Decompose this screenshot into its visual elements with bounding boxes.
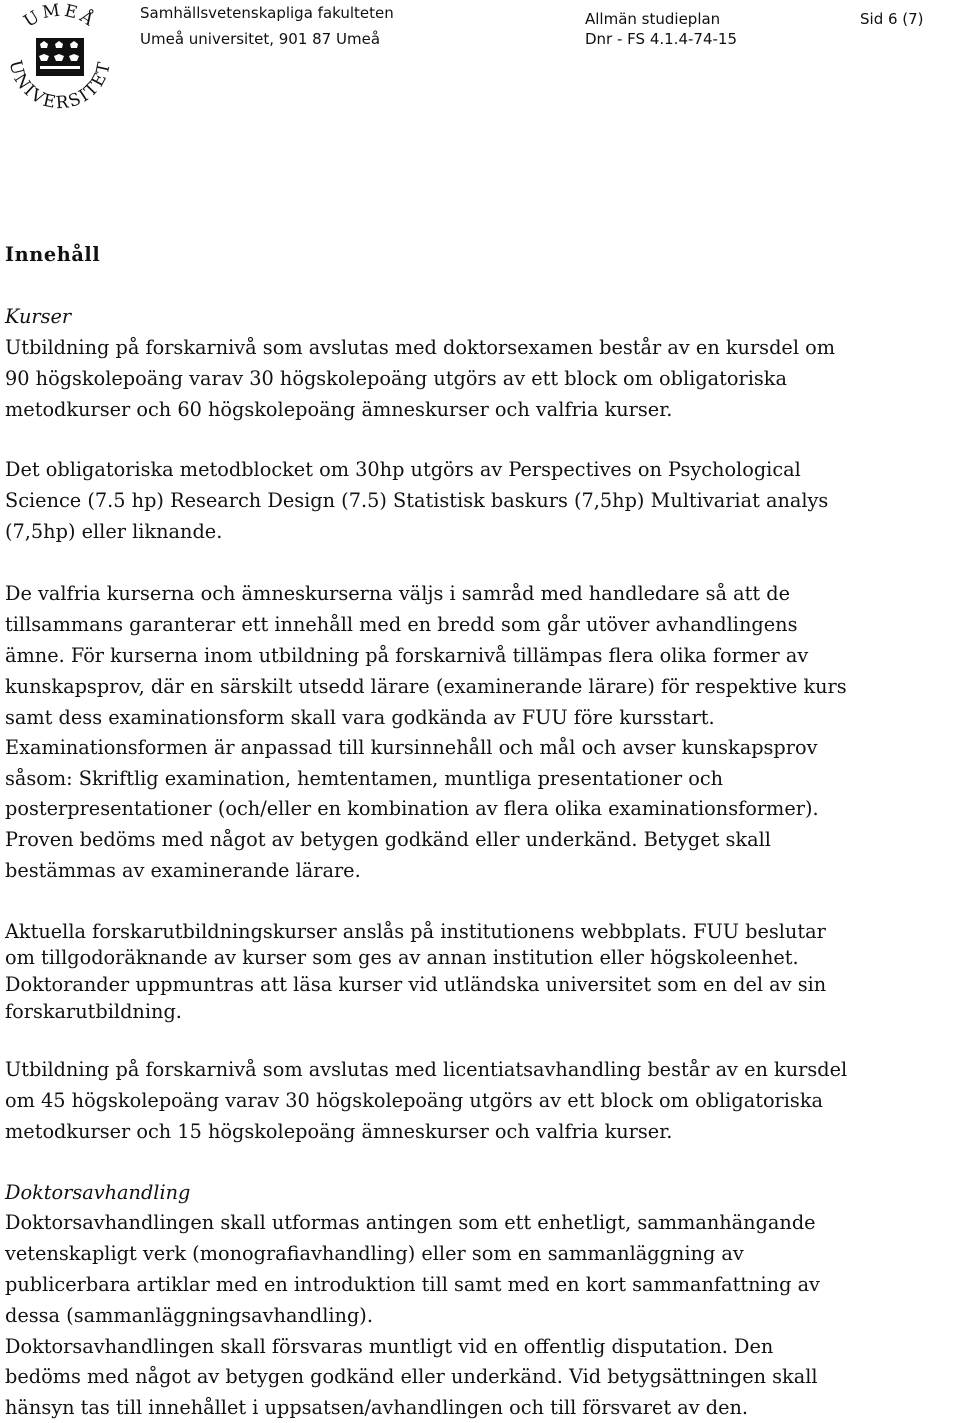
paragraph-line: Aktuella forskarutbildningskurser anslås på institutionens webbplats. FUU beslutar [5,920,826,943]
paragraph-line: forskarutbildning. [5,1000,182,1023]
umea-university-logo [0,0,120,120]
paragraph-line: om tillgodoräknande av kurser som ges av annan institution eller högskoleenhet. [5,946,799,969]
paragraph-line: Doktorsavhandlingen skall utformas antingen som ett enhetligt, sammanhängande [5,1211,816,1234]
university-address: Umeå universitet, 901 87 Umeå [140,30,381,48]
section-title: Innehåll [5,243,101,266]
paragraph-line: Det obligatoriska metodblocket om 30hp utgörs av Perspectives on Psychological [5,458,801,481]
paragraph-line: publicerbara artiklar med en introduktion till samt med en kort sammanfattning av [5,1273,820,1296]
paragraph-line: tillsammans garanterar ett innehåll med en bredd som går utöver avhandlingens [5,613,798,636]
svg-text:UNIVERSITET: UNIVERSITET [4,58,116,114]
paragraph-line: hänsyn tas till innehållet i uppsatsen/avhandlingen och till försvaret av den. [5,1396,749,1419]
paragraph-line: om 45 högskolepoäng varav 30 högskolepoäng utgörs av ett block om obligatoriska [5,1089,824,1112]
paragraph-line: Examinationsformen är anpassad till kursinnehåll och mål och avser kunskapsprov [5,736,818,759]
paragraph-line: (7,5hp) eller liknande. [5,520,223,543]
paragraph-line: dessa (sammanläggningsavhandling). [5,1304,373,1327]
paragraph-line: vetenskapligt verk (monografiavhandling) eller som en sammanläggning av [5,1242,744,1265]
kurser-subtitle: Kurser [5,305,72,328]
paragraph-line: Science (7.5 hp) Research Design (7.5) Statistisk baskurs (7,5hp) Multivariat analys [5,489,829,512]
document-type: Allmän studieplan [585,10,721,28]
paragraph-line: kunskapsprov, där en särskilt utsedd lärare (examinerande lärare) för respektive kurs [5,675,847,698]
svg-text:UMEÅ: UMEÅ [20,0,100,32]
paragraph-line: såsom: Skriftlig examination, hemtentamen, muntliga presentationer och [5,767,724,790]
paragraph-line: Doktorander uppmuntras att läsa kurser vid utländska universitet som en del av sin [5,973,827,996]
paragraph-line: bestämmas av examinerande lärare. [5,859,361,882]
paragraph-line: Utbildning på forskarnivå som avslutas med doktorsexamen består av en kursdel om [5,336,836,359]
document-number: Dnr - FS 4.1.4-74-15 [585,30,737,48]
avhandling-subtitle: Doktorsavhandling [5,1181,191,1204]
paragraph-line: 90 högskolepoäng varav 30 högskolepoäng utgörs av ett block om obligatoriska [5,367,787,390]
paragraph-line: Utbildning på forskarnivå som avslutas med licentiatsavhandling består av en kursdel [5,1058,848,1081]
page-number: Sid 6 (7) [860,10,924,28]
paragraph-line: metodkurser och 60 högskolepoäng ämneskurser och valfria kurser. [5,398,673,421]
paragraph-line: ämne. För kurserna inom utbildning på forskarnivå tillämpas flera olika former av [5,644,809,667]
paragraph-line: Doktorsavhandlingen skall försvaras muntligt vid en offentlig disputation. Den [5,1335,774,1358]
paragraph-line: De valfria kurserna och ämneskurserna väljs i samråd med handledare så att de [5,582,791,605]
paragraph-line: metodkurser och 15 högskolepoäng ämneskurser och valfria kurser. [5,1120,673,1143]
paragraph-line: posterpresentationer (och/eller en kombination av flera olika examinationsformer). [5,797,819,820]
page-header [0,0,960,130]
faculty-name: Samhällsvetenskapliga fakulteten [140,4,394,22]
paragraph-line: bedöms med något av betygen godkänd eller underkänd. Vid betygsättningen skall [5,1365,818,1388]
paragraph-line: samt dess examinationsform skall vara godkända av FUU före kursstart. [5,706,715,729]
paragraph-line: Proven bedöms med något av betygen godkänd eller underkänd. Betyget skall [5,828,771,851]
